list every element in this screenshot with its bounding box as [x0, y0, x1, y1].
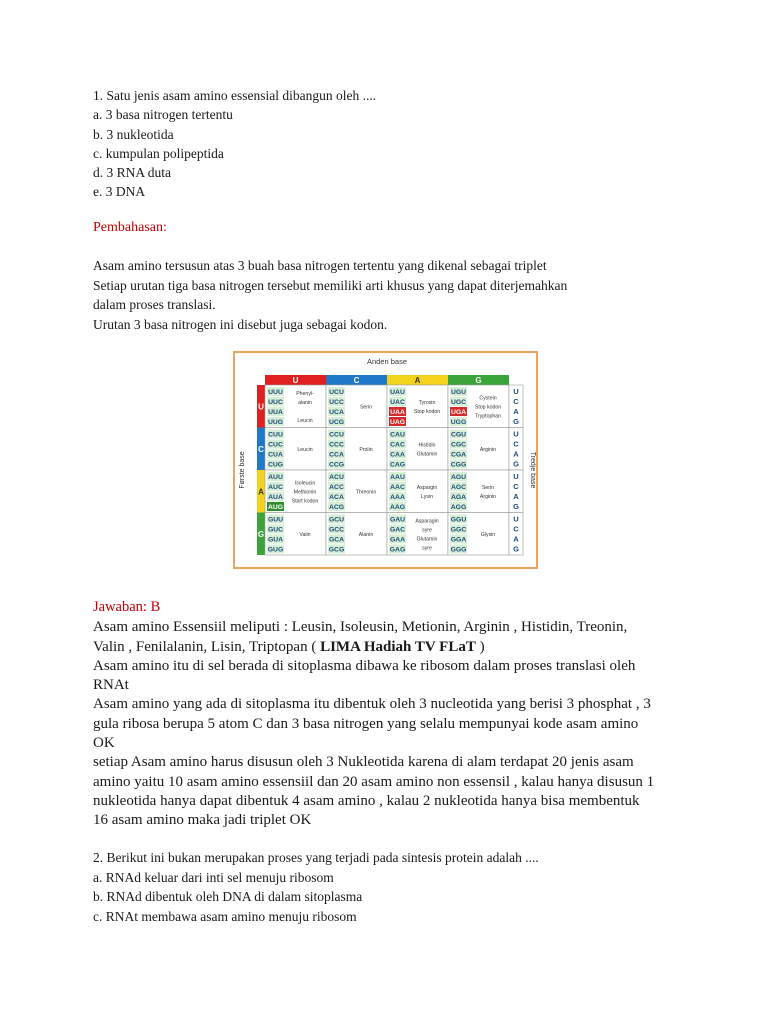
codon-label: CGC [450, 441, 467, 449]
jawaban-line: RNAt [93, 677, 129, 694]
codon-label: AGC [450, 484, 467, 492]
amino-acid-label: Cystein [479, 395, 497, 402]
amino-acid-label: Phenyl- [296, 390, 314, 397]
codon-label: CCA [329, 451, 344, 459]
codon-label: GUG [267, 546, 284, 554]
q1-option-a: a. 3 basa nitrogen tertentu [93, 107, 233, 123]
jawaban-line-part: Valin , Fenilalanin, Lisin, Triptopan ( [93, 638, 321, 655]
jawaban-line: Asam amino Essensiil meliputi : Leusin, Isoleusin, Metionin, Arginin , Histidin, Treonin, [93, 619, 628, 636]
third-base-label: G [513, 544, 519, 554]
codon-label: ACU [329, 474, 344, 482]
pembahasan-heading: Pembahasan: [93, 219, 167, 235]
codon-label: ACA [329, 494, 344, 502]
codon-label: CCC [329, 441, 344, 449]
q2-option-a: a. RNAd keluar dari inti sel menuju ribosom [93, 869, 334, 885]
right-axis-label: Tredje base [529, 451, 536, 489]
amino-acid-label: alanin [298, 399, 312, 406]
codon-label: CCU [329, 431, 344, 439]
codon-label: AUC [268, 484, 283, 492]
codon-label: CGU [450, 431, 467, 439]
codon-label: CAA [390, 451, 405, 459]
amino-acid-label: Asparagin [415, 518, 439, 525]
amino-acid-label: Lysin [421, 493, 433, 500]
amino-acid-label: Leucin [297, 446, 313, 453]
codon-label: CAU [390, 431, 405, 439]
codon-label: UAA [390, 409, 405, 417]
table-title: Anden base [366, 357, 408, 366]
amino-acid-label: Tyrosin [418, 399, 436, 406]
codon-label: UGA [450, 409, 467, 417]
pembahasan-line: Asam amino tersusun atas 3 buah basa nitrogen tertentu yang dikenal sebagai triplet [93, 257, 547, 273]
codon-label: AAU [390, 474, 405, 482]
codon-label: UUU [268, 389, 283, 397]
codon-table-figure [233, 351, 538, 569]
codon-label: UCA [329, 409, 344, 417]
pembahasan-line: dalam proses translasi. [93, 297, 216, 313]
jawaban-line [93, 638, 693, 657]
amino-acid-label: Histidin [418, 442, 436, 449]
codon-label: UGU [450, 389, 467, 397]
codon-label: GGG [450, 546, 467, 554]
q1-option-b: b. 3 nukleotida [93, 126, 174, 142]
row-header-label: A [258, 487, 264, 497]
codon-label: UUG [267, 419, 284, 427]
codon-label: CUA [268, 451, 283, 459]
col-header-label: A [414, 376, 421, 385]
third-base-label: A [513, 534, 519, 544]
codon-label: UCC [329, 399, 344, 407]
amino-acid-label: Stop kodon [474, 404, 502, 411]
pembahasan-line: Urutan 3 basa nitrogen ini disebut juga sebagai kodon. [93, 317, 388, 333]
jawaban-line: gula ribosa berupa 5 atom C dan 3 basa nitrogen yang selalu mempunyai kode asam amino [93, 715, 639, 732]
amino-acid-label: Leucin [297, 417, 313, 424]
codon-label: GAU [389, 516, 406, 524]
amino-acid-label: syre [422, 527, 432, 534]
q1-option-d: d. 3 RNA duta [93, 165, 172, 181]
codon-label: ACC [329, 484, 344, 492]
codon-label: GAA [389, 536, 406, 544]
third-base-label: U [513, 514, 519, 524]
row-header-label: G [257, 529, 265, 539]
jawaban-section [93, 598, 693, 831]
jawaban-heading: Jawaban: B [93, 599, 161, 615]
codon-label: CUG [267, 461, 284, 469]
q1-option-e: e. 3 DNA [93, 184, 146, 200]
third-base-label: C [513, 524, 519, 534]
third-base-label: A [513, 449, 519, 459]
jawaban-line: Asam amino itu di sel berada di sitoplasma dibawa ke ribosom dalam proses translasi oleh [93, 657, 636, 674]
third-base-label: G [513, 502, 519, 511]
third-base-label: G [513, 417, 519, 426]
jawaban-line: amino yaitu 10 asam amino essensiil dan 20 asam amino non essensil , kalau hanya disusun 1 [93, 773, 655, 790]
amino-acid-label: Serin [359, 404, 373, 411]
codon-label: UGG [450, 419, 467, 427]
codon-label: GCC [328, 526, 345, 534]
codon-label: ACG [328, 504, 345, 512]
row-header-label: C [258, 444, 264, 454]
codon-label: CCG [328, 461, 345, 469]
codon-label: GUA [267, 536, 284, 544]
codon-label: AUG [267, 504, 284, 512]
document-page [93, 86, 693, 924]
codon-label: AGU [450, 474, 467, 482]
codon-label: AAG [389, 504, 406, 512]
codon-table [235, 353, 536, 567]
codon-label: CGG [450, 461, 467, 469]
amino-acid-label: Glysin [480, 531, 496, 538]
third-base-label: U [513, 387, 519, 396]
amino-acid-label: Tryptophan [474, 413, 502, 420]
codon-label: AUA [268, 494, 283, 502]
codon-label: CGA [450, 451, 467, 459]
amino-acid-label: Glutamin [416, 451, 438, 458]
third-base-label: G [513, 459, 519, 469]
jawaban-line: 16 asam amino maka jadi triplet OK [93, 812, 312, 829]
codon-label: AGA [450, 494, 467, 502]
jawaban-line: OK [93, 735, 115, 752]
codon-label: GGC [450, 526, 467, 534]
amino-acid-label: Threonin [355, 489, 377, 496]
amino-acid-label: Isoleucin [294, 480, 316, 487]
amino-acid-label: Prolin [359, 446, 373, 453]
codon-label: AAA [390, 494, 405, 502]
amino-acid-label: Aspargin [416, 484, 438, 491]
codon-label: CUU [268, 431, 283, 439]
pembahasan-line: Setiap urutan tiga basa nitrogen tersebut memiliki arti khusus yang dapat diterjemahkan [93, 277, 568, 293]
codon-label: AAC [390, 484, 405, 492]
third-base-label: U [513, 472, 519, 481]
codon-label: UAC [390, 399, 405, 407]
question-1-text: 1. Satu jenis asam amino essensial dibangun oleh .... [93, 88, 377, 103]
amino-acid-label: Stop kodon [413, 408, 441, 415]
codon-label: GAC [389, 526, 406, 534]
codon-label: GCA [328, 536, 345, 544]
row-header-label: U [258, 402, 264, 412]
col-header-label: G [475, 376, 482, 385]
mnemonic-bold: LIMA Hadiah TV FLaT [320, 638, 476, 655]
q2-option-b: b. RNAd dibentuk oleh DNA di dalam sitoplasma [93, 889, 363, 904]
codon-label: UUC [268, 399, 283, 407]
codon-label: AGG [450, 504, 467, 512]
codon-label: GCG [328, 546, 345, 554]
third-base-label: A [513, 492, 519, 501]
codon-label: CAG [389, 461, 406, 469]
amino-acid-label: syre [422, 545, 432, 552]
codon-label: GUU [267, 516, 284, 524]
jawaban-line-part: ) [475, 638, 485, 655]
codon-label: UGC [450, 399, 467, 407]
pembahasan-text [93, 256, 693, 335]
codon-label: GUC [267, 526, 284, 534]
amino-acid-label: Arginin [479, 493, 497, 500]
codon-label: GAG [389, 546, 406, 554]
codon-label: UUA [268, 409, 283, 417]
amino-acid-label: Start kodon [291, 498, 319, 505]
jawaban-line: setiap Asam amino harus disusun oleh 3 Nukleotida karena di alam terdapat 20 jenis asam [93, 754, 634, 771]
question-2-text: 2. Berikut ini bukan merupakan proses yang terjadi pada sintesis protein adalah .... [93, 850, 539, 865]
jawaban-line: nukleotida hanya dapat dibentuk 4 asam amino , kalau 2 nukleotida hanya bisa membentuk [93, 792, 640, 809]
codon-label: GGA [450, 536, 467, 544]
amino-acid-label: Glutamin [416, 536, 438, 543]
amino-acid-label: Valin [299, 531, 311, 538]
amino-acid-label: Methionin [293, 489, 317, 496]
amino-acid-label: Serin [481, 484, 495, 491]
codon-label: GGU [450, 516, 467, 524]
third-base-label: A [513, 407, 519, 416]
codon-label: CUC [268, 441, 283, 449]
amino-acid-label: Alanin [358, 531, 374, 538]
third-base-label: C [513, 439, 519, 449]
codon-label: UAG [389, 419, 406, 427]
question-2 [93, 848, 539, 926]
codon-label: UCG [328, 419, 345, 427]
third-base-label: C [513, 397, 519, 406]
col-header-label: C [353, 376, 360, 385]
codon-label: UCU [329, 389, 344, 397]
col-header-label: U [292, 376, 299, 385]
third-base-label: U [513, 429, 519, 439]
left-axis-label: Første base [239, 451, 246, 489]
codon-label: GCU [328, 516, 345, 524]
q1-option-c: c. kumpulan polipeptida [93, 145, 224, 161]
third-base-label: C [513, 482, 519, 491]
codon-label: UAU [390, 389, 405, 397]
codon-label: CAC [390, 441, 405, 449]
q2-option-c: c. RNAt membawa asam amino menuju ribosom [93, 908, 357, 924]
question-1 [93, 86, 693, 202]
amino-acid-label: Arginin [479, 446, 497, 453]
codon-label: AUU [268, 474, 283, 482]
jawaban-line: Asam amino yang ada di sitoplasma itu dibentuk oleh 3 nucleotida yang berisi 3 phosphat , 3 [93, 696, 651, 713]
